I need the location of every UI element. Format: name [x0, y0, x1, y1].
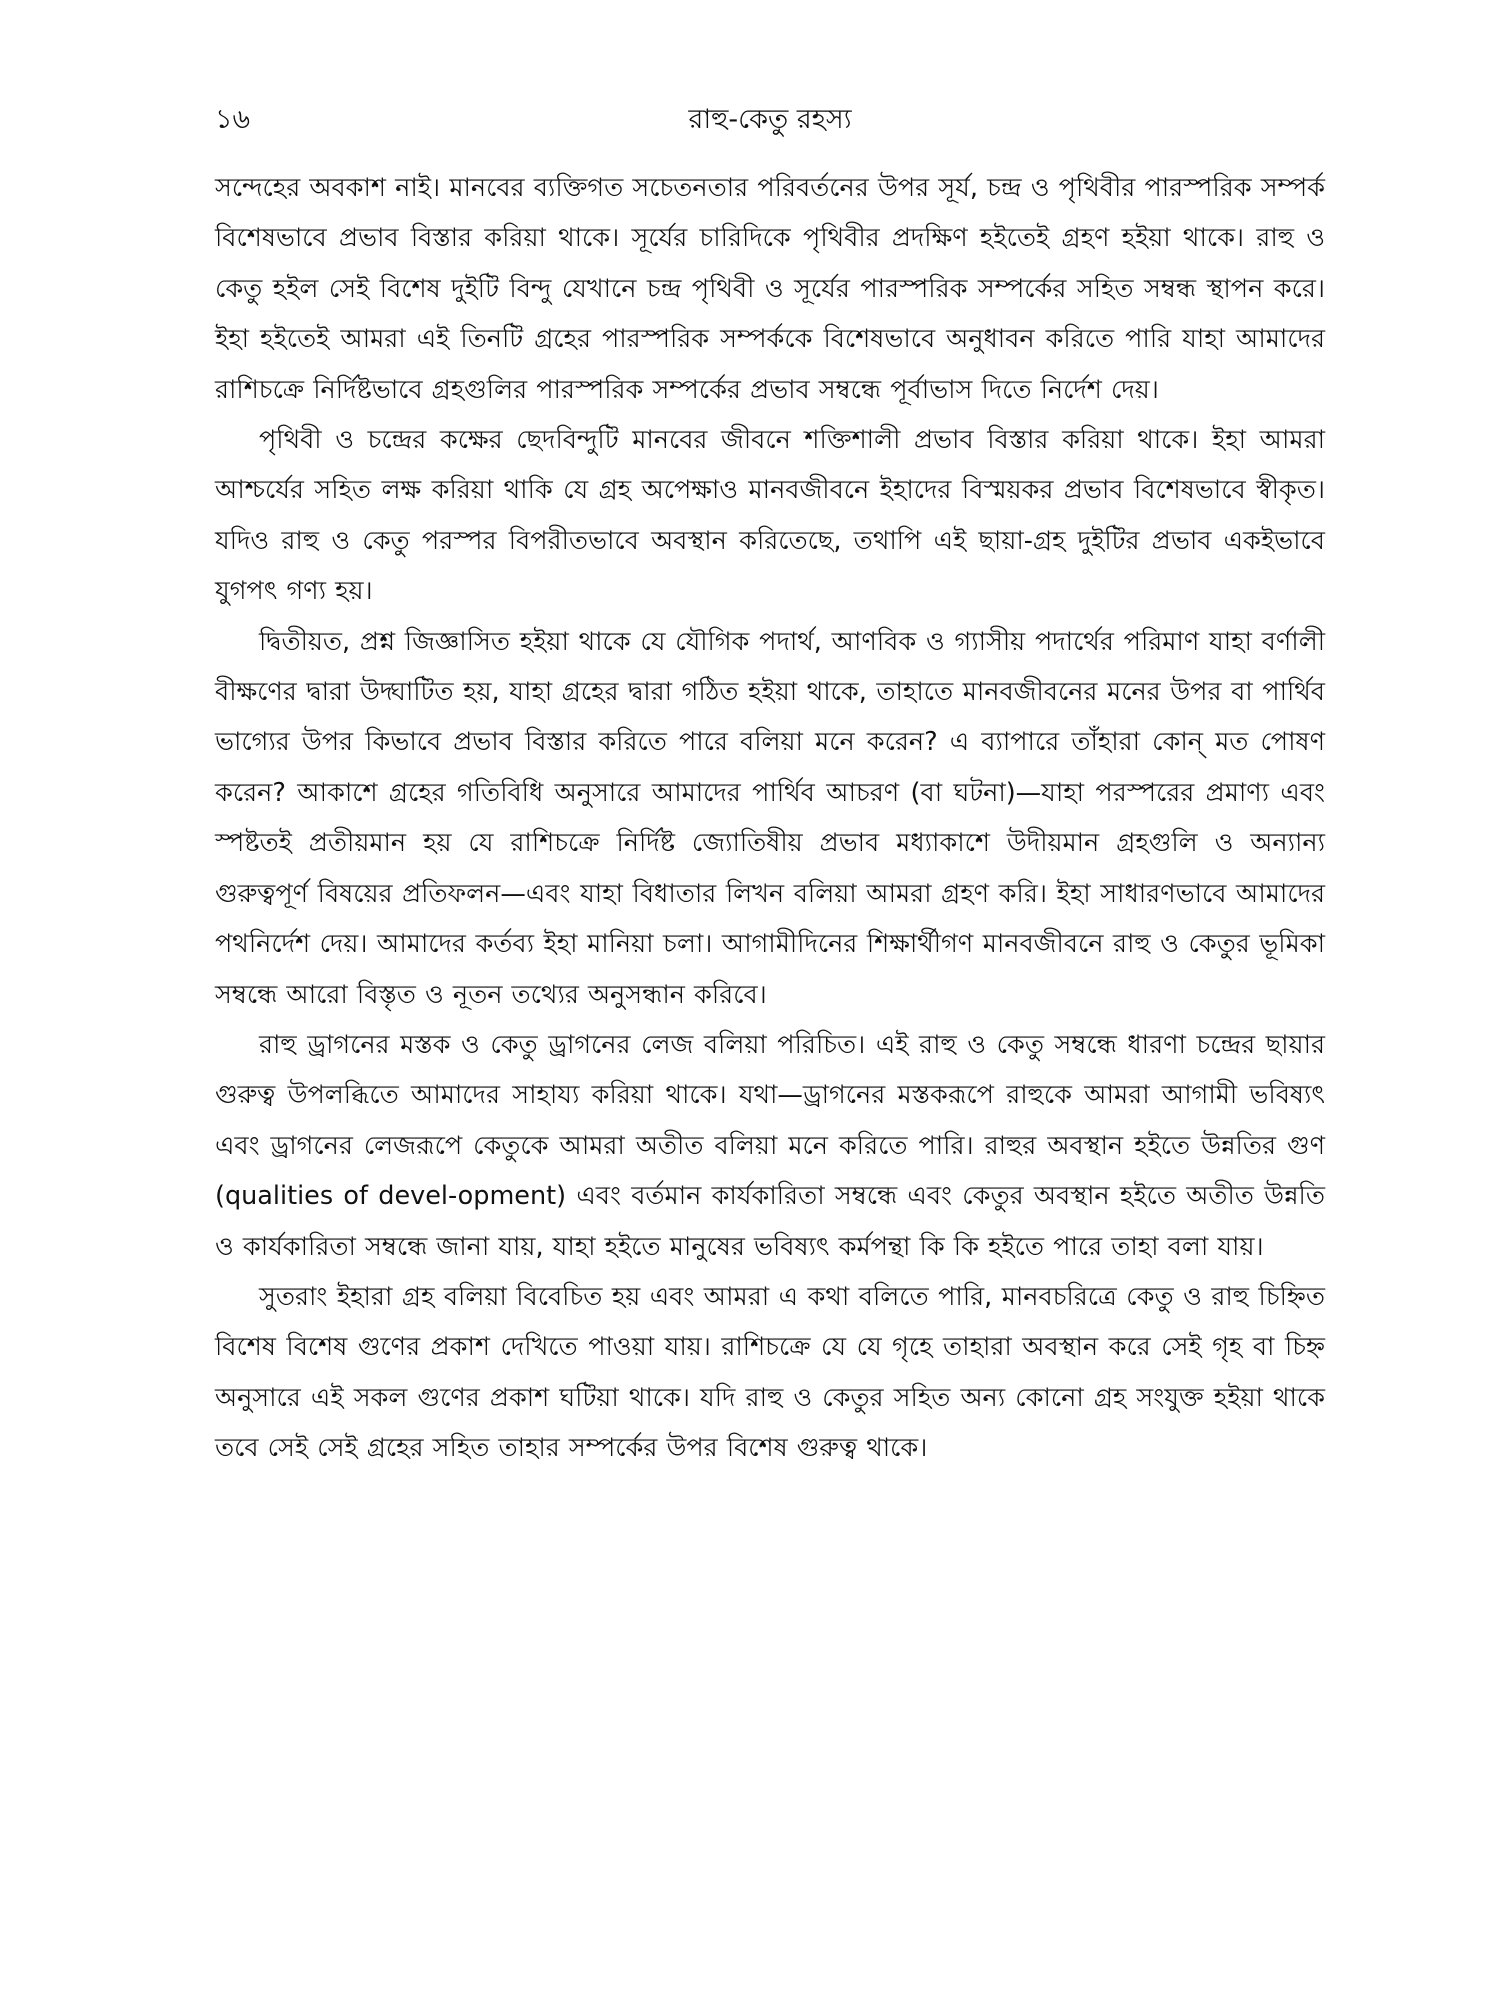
paragraph-1: সন্দেহের অবকাশ নাই। মানবের ব্যক্তিগত সচেতনতার পরিবর্তনের উপর সূর্য, চন্দ্র ও পৃথিবীর পারস্পরিক সম্পর্ক বিশেষভাবে প্রভাব বিস্তার করিয়া থাকে। সূর্যের চারিদিকে পৃথিবীর প্রদক্ষিণ হইতেই গ্রহণ হইয়া থাকে। রাহু ও কেতু হইল সেই বিশেষ দুইটি বিন্দু যেখানে চন্দ্র পৃথিবী ও সূর্যের পারস্পরিক সম্পর্কের সহিত সম্বন্ধ স্থাপন করে। ইহা হইতেই আমরা এই তিনটি গ্রহের পারস্পরিক সম্পর্ককে বিশেষভাবে অনুধাবন করিতে পারি যাহা আমাদের রাশিচক্রে নির্দিষ্টভাবে গ্রহগুলির পারস্পরিক সম্পর্কের প্রভাব সম্বন্ধে পূর্বাভাস দিতে নির্দেশ দেয়। [215, 173, 1325, 405]
paragraph-2: পৃথিবী ও চন্দ্রের কক্ষের ছেদবিন্দুটি মানবের জীবনে শক্তিশালী প্রভাব বিস্তার করিয়া থাকে। ইহা আমরা আশ্চর্যের সহিত লক্ষ করিয়া থাকি যে গ্রহ অপেক্ষাও মানবজীবনে ইহাদের বিস্ময়কর প্রভাব বিশেষভাবে স্বীকৃত। যদিও রাহু ও কেতু পরস্পর বিপরীতভাবে অবস্থান করিতেছে, তথাপি এই ছায়া-গ্রহ দুইটির প্রভাব একইভাবে যুগপৎ গণ্য হয়। [215, 425, 1325, 607]
page-header [215, 100, 1325, 140]
paragraph-5: সুতরাং ইহারা গ্রহ বলিয়া বিবেচিত হয় এবং আমরা এ কথা বলিতে পারি, মানবচরিত্রে কেতু ও রাহু চিহ্নিত বিশেষ বিশেষ গুণের প্রকাশ দেখিতে পাওয়া যায়। রাশিচক্রে যে যে গৃহে তাহারা অবস্থান করে সেই গৃহ বা চিহ্ন অনুসারে এই সকল গুণের প্রকাশ ঘটিয়া থাকে। যদি রাহু ও কেতুর সহিত অন্য কোনো গ্রহ সংযুক্ত হইয়া থাকে তবে সেই সেই গ্রহের সহিত তাহার সম্পর্কের উপর বিশেষ গুরুত্ব থাকে। [215, 1281, 1325, 1464]
paragraph-4: রাহু ড্রাগনের মস্তক ও কেতু ড্রাগনের লেজ বলিয়া পরিচিত। এই রাহু ও কেতু সম্বন্ধে ধারণা চন্দ্রের ছায়ার গুরুত্ব উপলব্ধিতে আমাদের সাহায্য করিয়া থাকে। যথা—ড্রাগনের মস্তকরূপে রাহুকে আমরা আগামী ভবিষ্যৎ এবং ড্রাগনের লেজরূপে কেতুকে আমরা অতীত বলিয়া মনে করিতে পারি। রাহুর অবস্থান হইতে উন্নতির গুণ (qualities of devel-opment) এবং বর্তমান কার্যকারিতা সম্বন্ধে এবং কেতুর অবস্থান হইতে অতীত উন্নতি ও কার্যকারিতা সম্বন্ধে জানা যায়, যাহা হইতে মানুষের ভবিষ্যৎ কর্মপন্থা কি কি হইতে পারে তাহা বলা যায়। [215, 1029, 1325, 1262]
running-title: রাহু-কেতু রহস্য [688, 104, 852, 135]
page-number: ১৬ [215, 104, 251, 135]
paragraph-3: দ্বিতীয়ত, প্রশ্ন জিজ্ঞাসিত হইয়া থাকে যে যৌগিক পদার্থ, আণবিক ও গ্যাসীয় পদার্থের পরিমাণ যাহা বর্ণালী বীক্ষণের দ্বারা উদ্ঘাটিত হয়, যাহা গ্রহের দ্বারা গঠিত হইয়া থাকে, তাহাতে মানবজীবনের মনের উপর বা পার্থিব ভাগ্যের উপর কিভাবে প্রভাব বিস্তার করিতে পারে বলিয়া মনে করেন? এ ব্যাপারে তাঁহারা কোন্ মত পোষণ করেন? আকাশে গ্রহের গতিবিধি অনুসারে আমাদের পার্থিব আচরণ (বা ঘটনা)—যাহা পরস্পরের প্রমাণ্য এবং স্পষ্টতই প্রতীয়মান হয় যে রাশিচক্রে নির্দিষ্ট জ্যোতিষীয় প্রভাব মধ্যাকাশে উদীয়মান গ্রহগুলি ও অন্যান্য গুরুত্বপূর্ণ বিষয়ের প্রতিফলন—এবং যাহা বিধাতার লিখন বলিয়া আমরা গ্রহণ করি। ইহা সাধারণভাবে আমাদের পথনির্দেশ দেয়। আমাদের কর্তব্য ইহা মানিয়া চলা। আগামীদিনের শিক্ষার্থীগণ মানবজীবনে রাহু ও কেতুর ভূমিকা সম্বন্ধে আরো বিস্তৃত ও নূতন তথ্যের অনুসন্ধান করিবে। [215, 626, 1325, 1010]
body-text [215, 163, 1325, 1474]
